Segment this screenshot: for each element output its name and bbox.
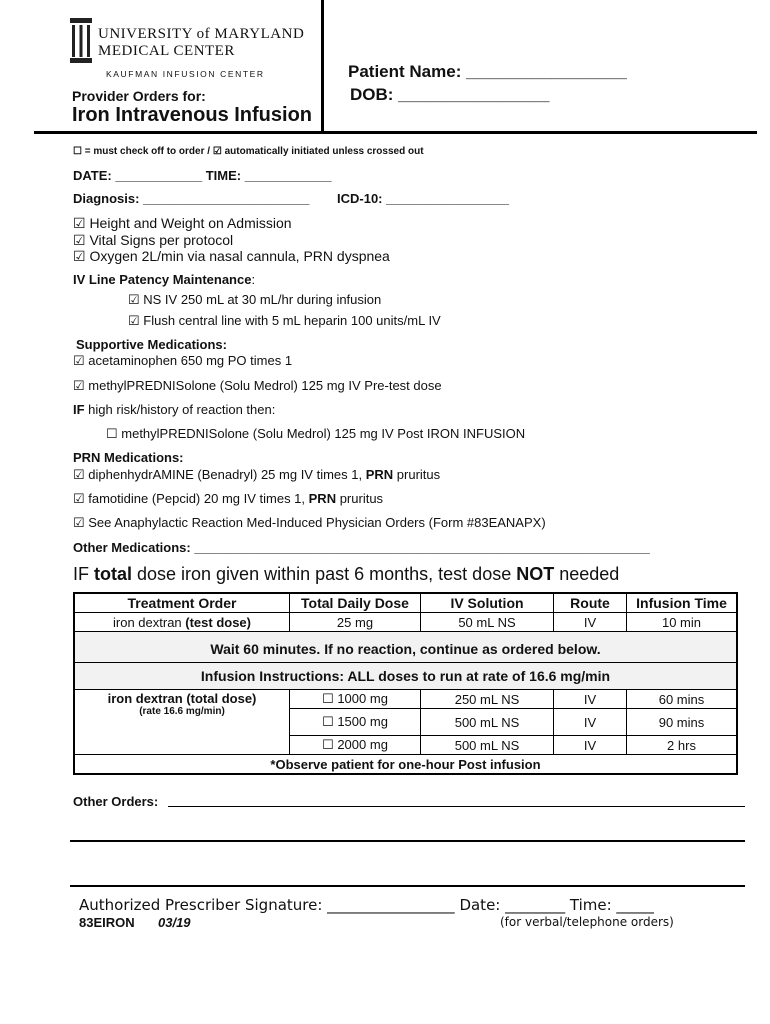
col-infusion-time: Infusion Time: [627, 593, 738, 613]
iv-line-heading: [73, 272, 255, 287]
iv-line-colon: :: [251, 272, 256, 287]
order-famotidine-suffix: pruritus: [336, 491, 384, 506]
order-famotidine[interactable]: [73, 491, 383, 507]
logo: [70, 16, 305, 84]
test-solution-cell: 50 mL NS: [421, 613, 554, 632]
order-vital-signs[interactable]: ☑ Vital Signs per protocol: [73, 232, 234, 248]
test-time-cell: 10 min: [627, 613, 738, 632]
solution-cell: 250 mL NS: [421, 690, 554, 709]
form-date: 03/19: [158, 915, 191, 930]
instructions-row: [74, 663, 737, 690]
table-header-row: [74, 593, 737, 613]
order-diphenhydramine[interactable]: [73, 467, 440, 483]
observe-row: [74, 755, 737, 775]
date-time-field[interactable]: DATE: ____________ TIME: ____________: [73, 168, 332, 183]
legend-separator: /: [207, 146, 211, 157]
col-route: Route: [554, 593, 627, 613]
other-orders-line-3[interactable]: [70, 885, 745, 887]
iv-line-heading-text: IV Line Patency Maintenance: [73, 272, 252, 287]
route-cell: IV: [554, 709, 627, 736]
wait-row: [74, 632, 737, 663]
solution-cell: 500 mL NS: [421, 736, 554, 755]
university-logo-icon: [70, 16, 92, 64]
empty-checkbox-icon: ☐: [73, 146, 82, 157]
time-cell: 60 mins: [627, 690, 738, 709]
dob-field[interactable]: DOB: ________________: [350, 85, 550, 104]
notice-e: needed: [554, 564, 620, 584]
prn-heading: PRN Medications:: [73, 450, 184, 465]
verbal-orders-note: (for verbal/telephone orders): [500, 915, 674, 929]
notice-c: dose iron given within past 6 months, test dose: [132, 564, 517, 584]
logo-line1: UNIVERSITY of MARYLAND: [98, 26, 305, 42]
route-cell: IV: [554, 690, 627, 709]
order-methylpred-pretest[interactable]: ☑ methylPREDNISolone (Solu Medrol) 125 mg IV Pre-test dose: [73, 378, 442, 393]
order-acetaminophen[interactable]: ☑ acetaminophen 650 mg PO times 1: [73, 353, 293, 368]
col-iv-solution: IV Solution: [421, 593, 554, 613]
page-title: Iron Intravenous Infusion: [72, 104, 313, 126]
col-total-daily-dose: Total Daily Dose: [290, 593, 421, 613]
solution-cell: 500 mL NS: [421, 709, 554, 736]
time-cell: 2 hrs: [627, 736, 738, 755]
patient-name-field[interactable]: Patient Name: _________________: [348, 62, 627, 81]
order-height-weight[interactable]: ☑ Height and Weight on Admission: [73, 215, 292, 231]
total-order-name: iron dextran (total dose): [107, 691, 257, 706]
order-famotidine-text: ☑ famotidine (Pepcid) 20 mg IV times 1,: [73, 491, 309, 506]
test-order-name: iron dextran: [113, 614, 186, 630]
test-order-cell: [74, 613, 290, 632]
route-cell: IV: [554, 736, 627, 755]
dose-table: [73, 592, 738, 775]
provider-orders-label: Provider Orders for:: [72, 88, 206, 104]
total-order-cell: [74, 690, 290, 755]
if-word: IF: [73, 402, 85, 417]
prn-label: PRN: [365, 467, 394, 482]
header-divider: [321, 0, 324, 132]
table-row: [74, 690, 737, 709]
order-diphenhydramine-suffix: pruritus: [393, 467, 441, 482]
if-high-risk: [73, 402, 275, 417]
logo-line2: MEDICAL CENTER: [98, 43, 235, 59]
signature-field[interactable]: Authorized Prescriber Signature: _________________ Date: ________ Time: _____: [79, 896, 654, 914]
diagnosis-field[interactable]: Diagnosis: _______________________: [73, 191, 310, 206]
notice-total: total: [94, 564, 132, 584]
notice-a: IF: [73, 564, 94, 584]
other-medications-field[interactable]: Other Medications: _______________________________________________________________: [73, 540, 650, 555]
checked-checkbox-icon: ☑: [212, 146, 222, 157]
table-row: [74, 613, 737, 632]
legend-auto: automatically initiated unless crossed out: [224, 146, 424, 157]
order-diphenhydramine-text: ☑ diphenhydrAMINE (Benadryl) 25 mg IV times 1,: [73, 467, 366, 482]
logo-line3: KAUFMAN INFUSION CENTER: [106, 69, 265, 79]
icd10-field[interactable]: ICD-10: _________________: [337, 191, 510, 206]
legend-must: = must check off to order: [84, 146, 205, 157]
dose-1500-checkbox[interactable]: ☐ 1500 mg: [290, 709, 421, 736]
form-code: 83EIRON: [79, 915, 135, 930]
test-dose-notice: [73, 564, 619, 585]
notice-not: NOT: [516, 564, 555, 584]
other-orders-line-2[interactable]: [70, 840, 745, 842]
time-cell: 90 mins: [627, 709, 738, 736]
supportive-heading: Supportive Medications:: [76, 337, 227, 352]
order-anaphylactic[interactable]: ☑ See Anaphylactic Reaction Med-Induced Physician Orders (Form #83EANAPX): [73, 515, 546, 530]
other-orders-label: Other Orders:: [73, 794, 159, 809]
dose-1000-checkbox[interactable]: ☐ 1000 mg: [290, 690, 421, 709]
dose-2000-checkbox[interactable]: ☐ 2000 mg: [290, 736, 421, 755]
order-methylpred-post[interactable]: ☐ methylPREDNISolone (Solu Medrol) 125 mg IV Post IRON INFUSION: [106, 426, 526, 441]
test-dose-cell: 25 mg: [290, 613, 421, 632]
prn-label: PRN: [308, 491, 337, 506]
if-rest: high risk/history of reaction then:: [84, 402, 276, 417]
order-oxygen[interactable]: ☑ Oxygen 2L/min via nasal cannula, PRN dyspnea: [73, 248, 390, 264]
observe-text: *Observe patient for one-hour Post infusion: [74, 755, 737, 775]
test-order-type: (test dose): [185, 614, 251, 630]
instructions-text: Infusion Instructions: ALL doses to run at rate of 16.6 mg/min: [74, 663, 737, 690]
order-flush-central-line[interactable]: ☑ Flush central line with 5 mL heparin 100 units/mL IV: [128, 313, 441, 328]
header-rule: [34, 131, 757, 134]
col-treatment-order: Treatment Order: [74, 593, 290, 613]
other-orders-line-1[interactable]: [168, 806, 745, 807]
wait-text: Wait 60 minutes. If no reaction, continue as ordered below.: [74, 632, 737, 663]
legend: [73, 146, 424, 157]
order-ns-iv[interactable]: ☑ NS IV 250 mL at 30 mL/hr during infusion: [128, 292, 382, 307]
rate-note: (rate 16.6 mg/min): [139, 706, 225, 717]
test-route-cell: IV: [554, 613, 627, 632]
